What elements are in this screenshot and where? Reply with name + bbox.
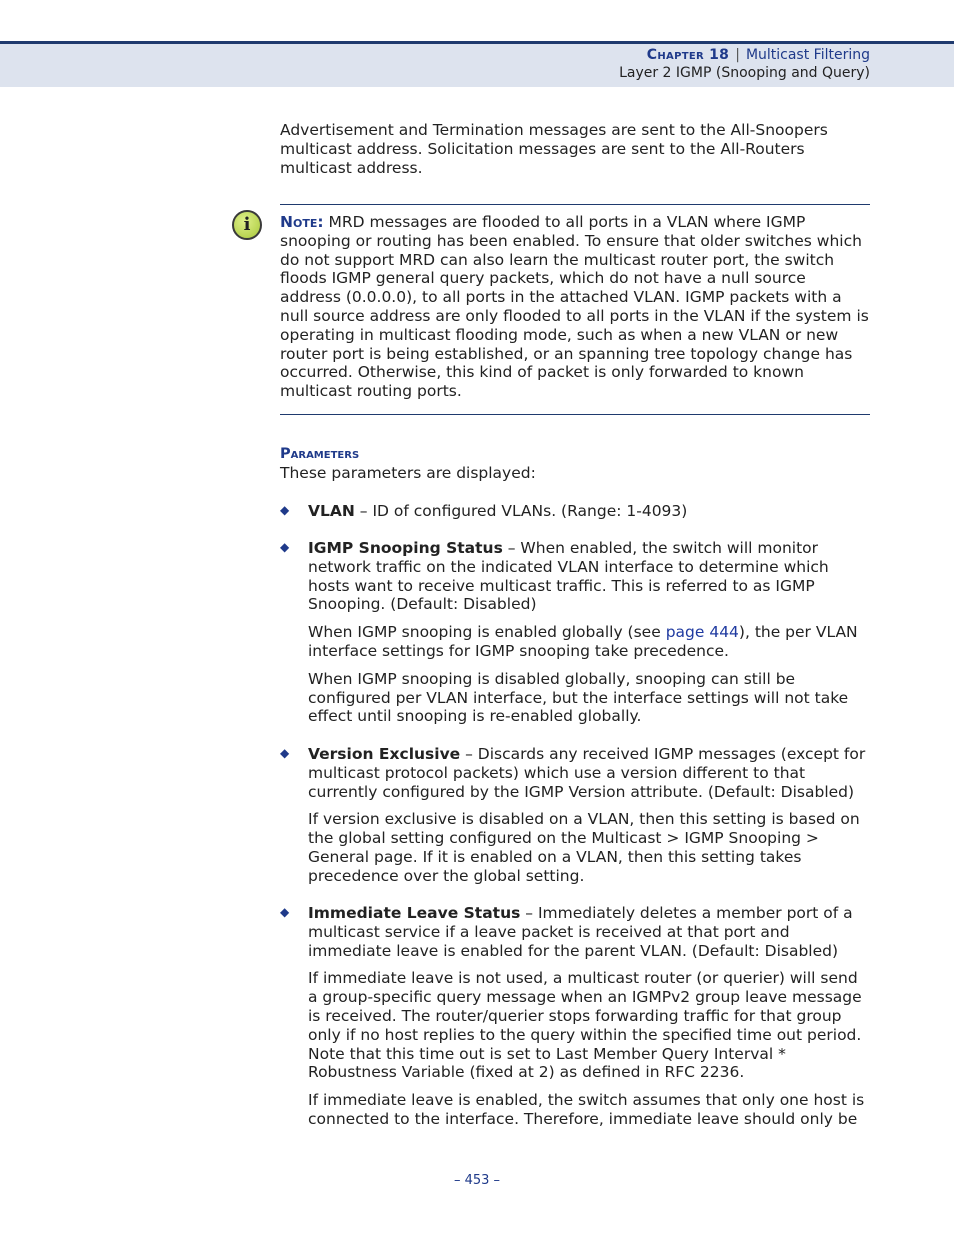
info-icon: i: [232, 210, 262, 240]
chapter-title: Multicast Filtering: [745, 47, 870, 63]
item-term: Version Exclusive: [308, 745, 461, 763]
header-chapter-line: [647, 47, 870, 63]
item-paragraph-text: When IGMP snooping is enabled globally (see: [308, 623, 666, 642]
parameters-heading: Parameters: [280, 446, 360, 462]
list-item: [308, 904, 870, 1129]
page-444-link[interactable]: page 444: [665, 623, 739, 642]
diamond-bullet-icon: ◆: [280, 905, 290, 919]
diamond-bullet-icon: ◆: [280, 503, 290, 517]
diamond-bullet-icon: ◆: [280, 540, 290, 554]
item-term: VLAN: [308, 502, 355, 520]
note-block: [280, 213, 870, 401]
note-title: Note:: [280, 213, 324, 231]
note-top-rule: [280, 204, 870, 205]
chapter-label: Chapter 18: [646, 47, 730, 63]
intro-text: Advertisement and Termination messages are sent to the All-Snoopers multicast address. Solicitation messages are sent to the All-Routers multicast address.: [280, 121, 828, 177]
item-description: – Immediately deletes a member port of a multicast service if a leave packet is received at that port and immediate leave is enabled for the parent VLAN. (Default: Disabled): [308, 904, 853, 960]
item-paragraph: If immediate leave is not used, a multicast router (or querier) will send a group-specific query message when an IGMPv2 group leave message is received. The router/querier stops forwarding traffic for that group only if no host replies to the query within the specified time out period. Note that this time out is set to Last Member Query Interval * Robustness Variable (fixed at 2) as defined in RFC 2236.: [308, 969, 862, 1082]
parameters-intro: [280, 464, 870, 483]
page-header: [0, 41, 954, 87]
item-description: – When enabled, the switch will monitor network traffic on the indicated VLAN interface to determine which hosts want to receive multicast traffic. This is referred to as IGMP Snooping. (Default: Disabled): [308, 539, 829, 614]
parameters-intro-text: These parameters are displayed:: [280, 464, 536, 482]
header-separator: |: [735, 47, 740, 63]
page-number: – 453 –: [453, 1173, 501, 1188]
header-section-title: Layer 2 IGMP (Snooping and Query): [619, 65, 870, 81]
item-paragraph: When IGMP snooping is disabled globally, snooping can still be configured per VLAN interface, but the interface settings will not take effect until snooping is re-enabled globally.: [308, 669, 849, 726]
note-text: MRD messages are flooded to all ports in a VLAN where IGMP snooping or routing has been enabled. To ensure that older switches which do not support MRD can also learn the multicast router port, the switch floods IGMP general query packets, which do not have a null source address (0.0.0.0), to all ports in the attached VLAN. IGMP packets with a null source address are only flooded to all ports in the VLAN if the system is operating in multicast flooding mode, such as when a new VLAN or new router port is being established, or an spanning tree topology change has occurred. Otherwise, this kind of packet is only forwarded to known multicast routing ports.: [280, 213, 869, 401]
diamond-bullet-icon: ◆: [280, 746, 290, 760]
item-paragraph-text: ), the per VLAN interface settings for IGMP snooping take precedence.: [308, 623, 858, 660]
item-description: – ID of configured VLANs. (Range: 1-4093): [354, 502, 688, 520]
item-paragraph: If immediate leave is enabled, the switch assumes that only one host is connected to the interface. Therefore, immediate leave should only be: [308, 1091, 865, 1128]
item-description: – Discards any received IGMP messages (except for multicast protocol packets) which use a version different to that currently configured by the IGMP Version attribute. (Default: Disabled): [308, 745, 866, 801]
list-item: [308, 745, 870, 886]
list-item: [308, 539, 870, 726]
list-item: [308, 502, 870, 521]
note-bottom-rule: [280, 414, 870, 415]
item-paragraph: If version exclusive is disabled on a VLAN, then this setting is based on the global setting configured on the Multicast > IGMP Snooping > General page. If it is enabled on a VLAN, then this setting takes precedence over the global setting.: [308, 810, 860, 885]
item-term: IGMP Snooping Status: [308, 539, 503, 557]
intro-paragraph: [280, 121, 870, 177]
item-term: Immediate Leave Status: [308, 904, 521, 922]
